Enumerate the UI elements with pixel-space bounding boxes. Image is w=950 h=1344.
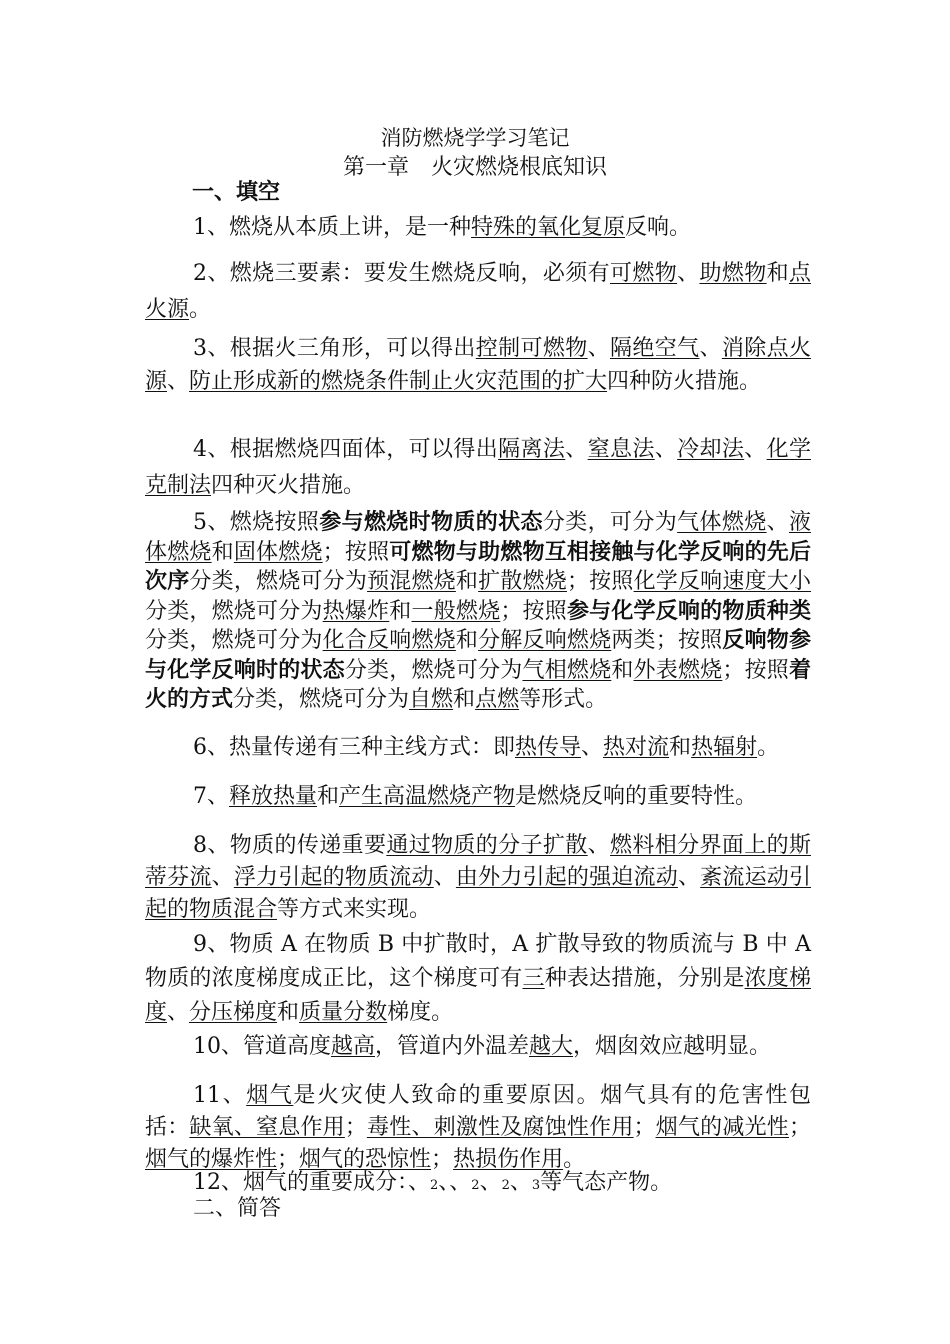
item-12: 12、烟气的重要成分：、2、、2、2、3等气态产物。 [193,1170,673,1195]
item-1: 1、燃烧从本质上讲，是一种特殊的氧化复原反响。 [193,215,692,240]
item-7: 7、释放热量和产生高温燃烧产物是燃烧反响的重要特性。 [193,784,758,809]
section-fill-blank: 一、填空 [192,179,281,205]
item-3: 3、根据火三角形，可以得出控制可燃物、隔绝空气、消除点火源、防止形成新的燃烧条件制止火灾范围的扩大四种防火措施。 [145,336,811,394]
item-9: 9、物质 A 在物质 B 中扩散时，A 扩散导致的物质流与 B 中 A 物质的浓度梯度成正比，这个梯度可有三种表达措施，分别是浓度梯度、分压梯度和质量分数梯度。 [145,932,811,1025]
item-2: 2、燃烧三要素：要发生燃烧反响，必须有可燃物、助燃物和点火源。 [145,261,811,322]
item-5: 5、燃烧按照参与燃烧时物质的状态分类，可分为气体燃烧、液体燃烧和固体燃烧；按照可燃物与助燃物互相接触与化学反响的先后次序分类，燃烧可分为预混燃烧和扩散燃烧；按照化学反响速度大小分类，燃烧可分为热爆炸和一般燃烧；按照参与化学反响的物质种类分类，燃烧可分为化合反响燃烧和分解反响燃烧两类；按照反响物参与化学反响时的状态分类，燃烧可分为气相燃烧和外表燃烧；按照着火的方式分类，燃烧可分为自燃和点燃等形式。 [145,509,811,712]
item-4: 4、根据燃烧四面体，可以得出隔离法、窒息法、冷却法、化学克制法四种灭火措施。 [145,437,811,498]
section-short-answer: 二、简答 [193,1196,282,1221]
chapter-title: 第一章 火灾燃烧根底知识 [342,155,607,180]
item-6: 6、热量传递有三种主线方式：即热传导、热对流和热辐射。 [193,735,780,760]
item-8: 8、物质的传递重要通过物质的分子扩散、燃料相分界面上的斯蒂芬流、浮力引起的物质流动、由外力引起的强迫流动、紊流运动引起的物质混合等方式来实现。 [145,833,811,922]
document-title: 消防燃烧学学习笔记 [380,126,570,150]
item-10: 10、管道高度越高，管道内外温差越大，烟囱效应越明显。 [193,1034,772,1059]
item-11: 11、烟气是火灾使人致命的重要原因。烟气具有的危害性包括：缺氧、窒息作用；毒性、刺激性及腐蚀性作用；烟气的减光性；烟气的爆炸性；烟气的恐惊性；热损伤作用。 [145,1083,811,1172]
